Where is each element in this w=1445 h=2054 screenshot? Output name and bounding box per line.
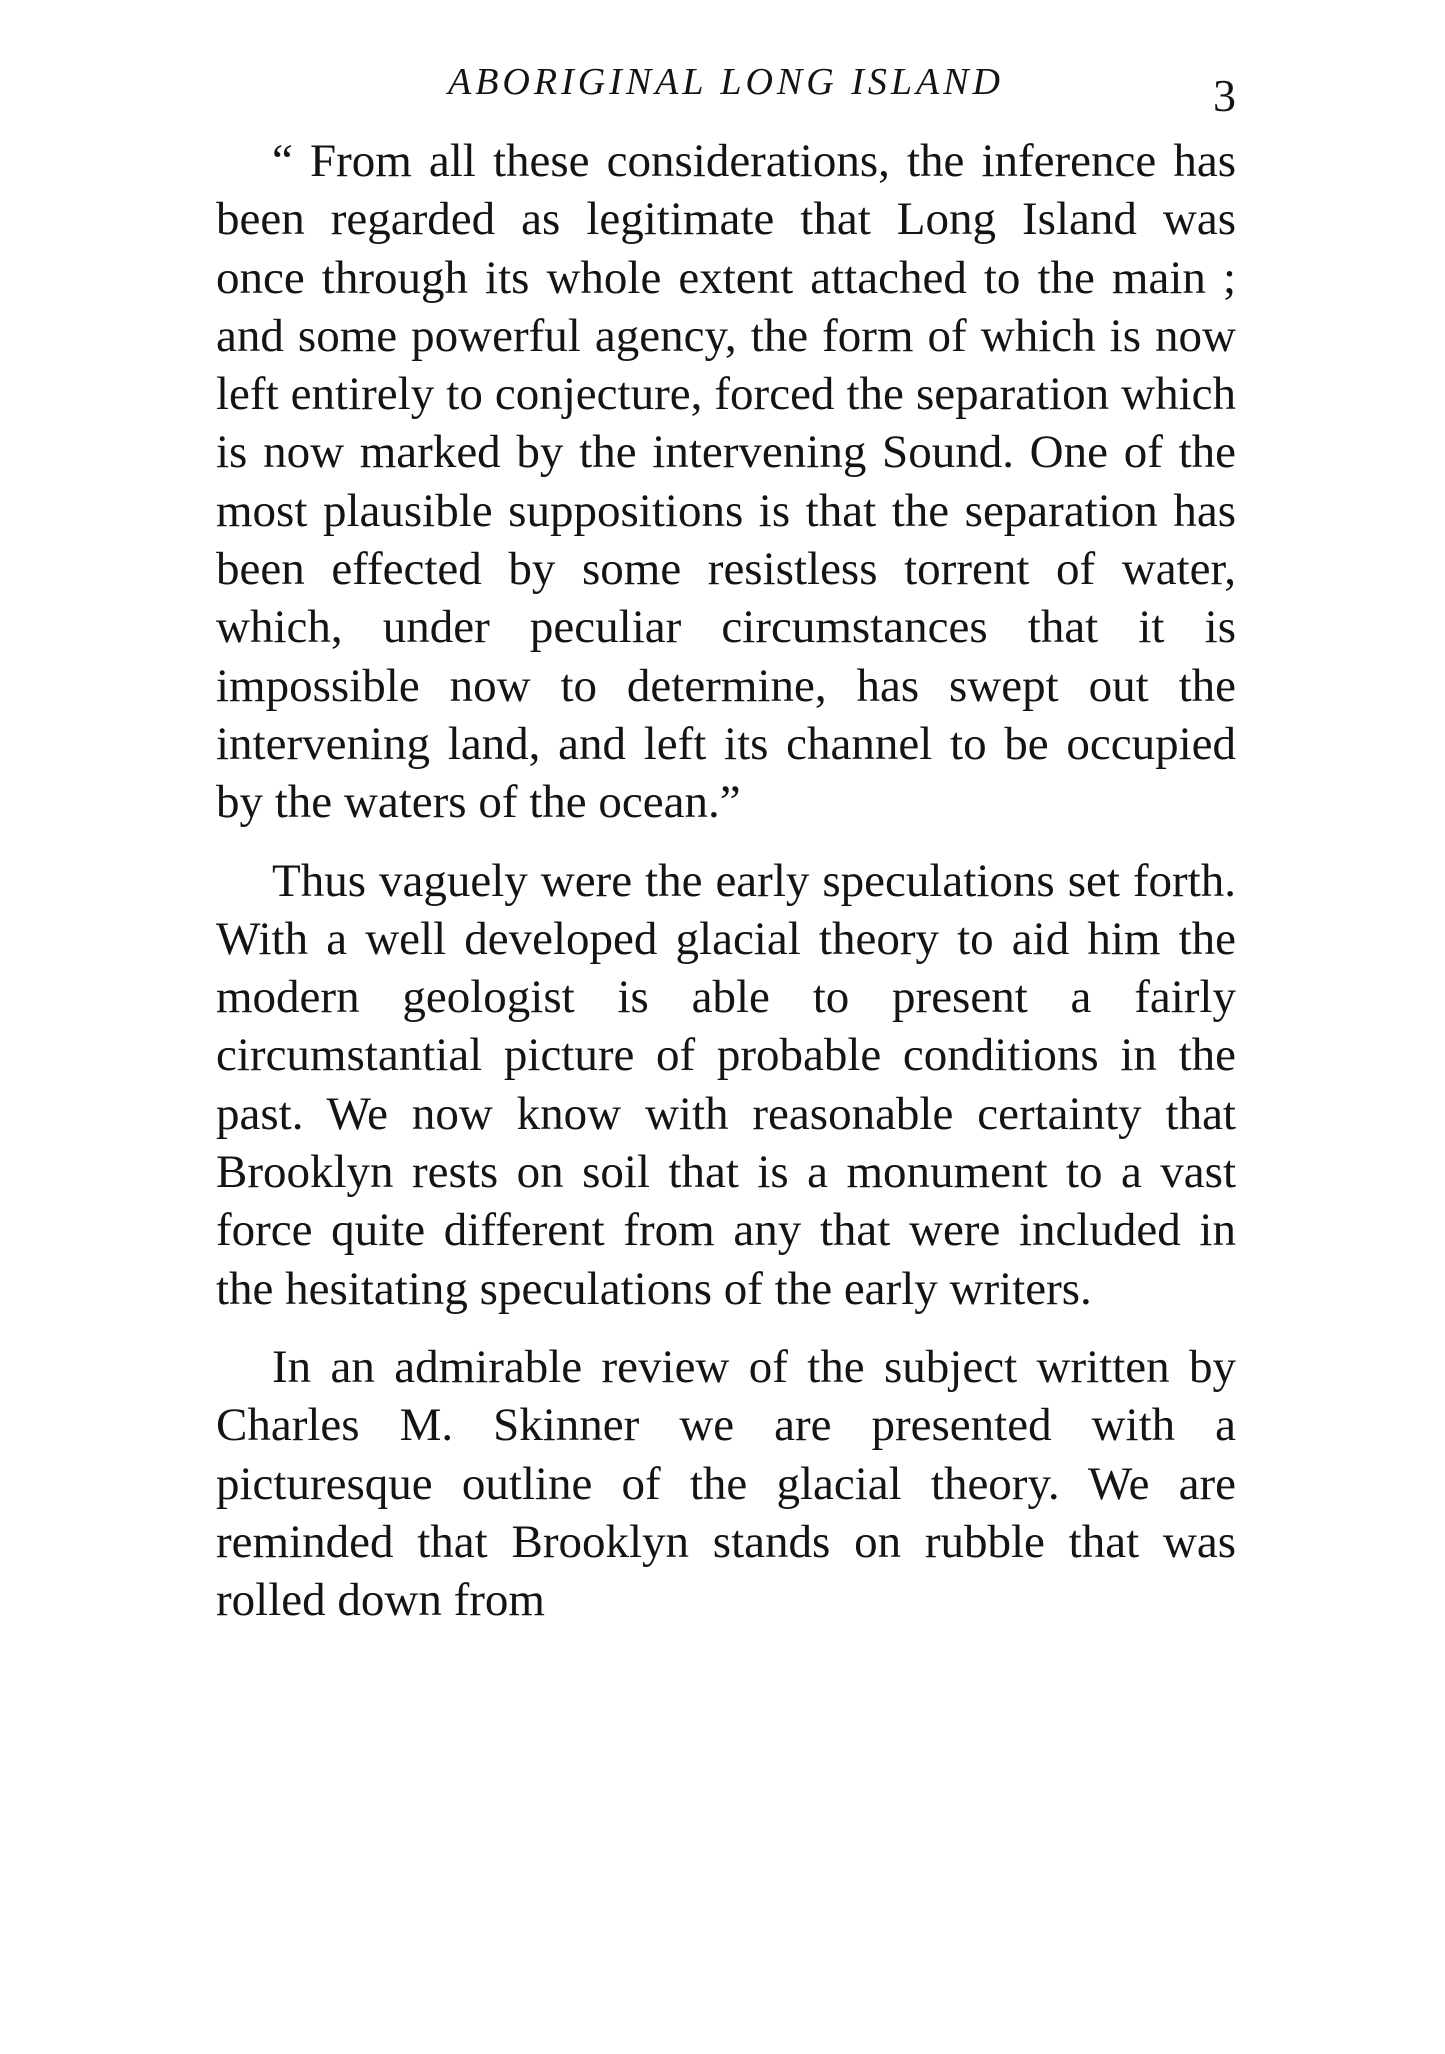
paragraph-quotation: “ From all these considerations, the inference has been regarded as legitimate that Long Island was once through its whole extent attached to the main ; and some powerful agency, the form of which is now left entirely to conjecture, forced the separation which is now marked by the intervening Sound. One of the most plausible suppositions is that the separation has been effected by some resistless torrent of water, which, under peculiar circumstances that it is impossible now to determine, has swept out the intervening land, and left its channel to be occupied by the waters of the ocean.”	[216, 135, 1236, 829]
running-head	[216, 52, 1236, 121]
page-number: 3	[1213, 70, 1236, 121]
running-title: ABORIGINAL LONG ISLAND	[448, 61, 1004, 103]
body-text	[216, 132, 1236, 1629]
paragraph-speculations: Thus vaguely were the early speculations set forth. With a well developed glacial theory to aid him the modern geologist is able to present a fairly circumstantial picture of probable conditions in the past. We now know with reasonable certainty that Brooklyn rests on soil that is a monument to a vast force quite different from any that were included in the hesitating speculations of the early writers.	[216, 854, 1236, 1315]
paragraph-skinner-review: In an admirable review of the subject written by Charles M. Skinner we are presented with a picturesque outline of the glacial theory. We are reminded that Brooklyn stands on rubble that was rolled down from	[216, 1340, 1236, 1627]
